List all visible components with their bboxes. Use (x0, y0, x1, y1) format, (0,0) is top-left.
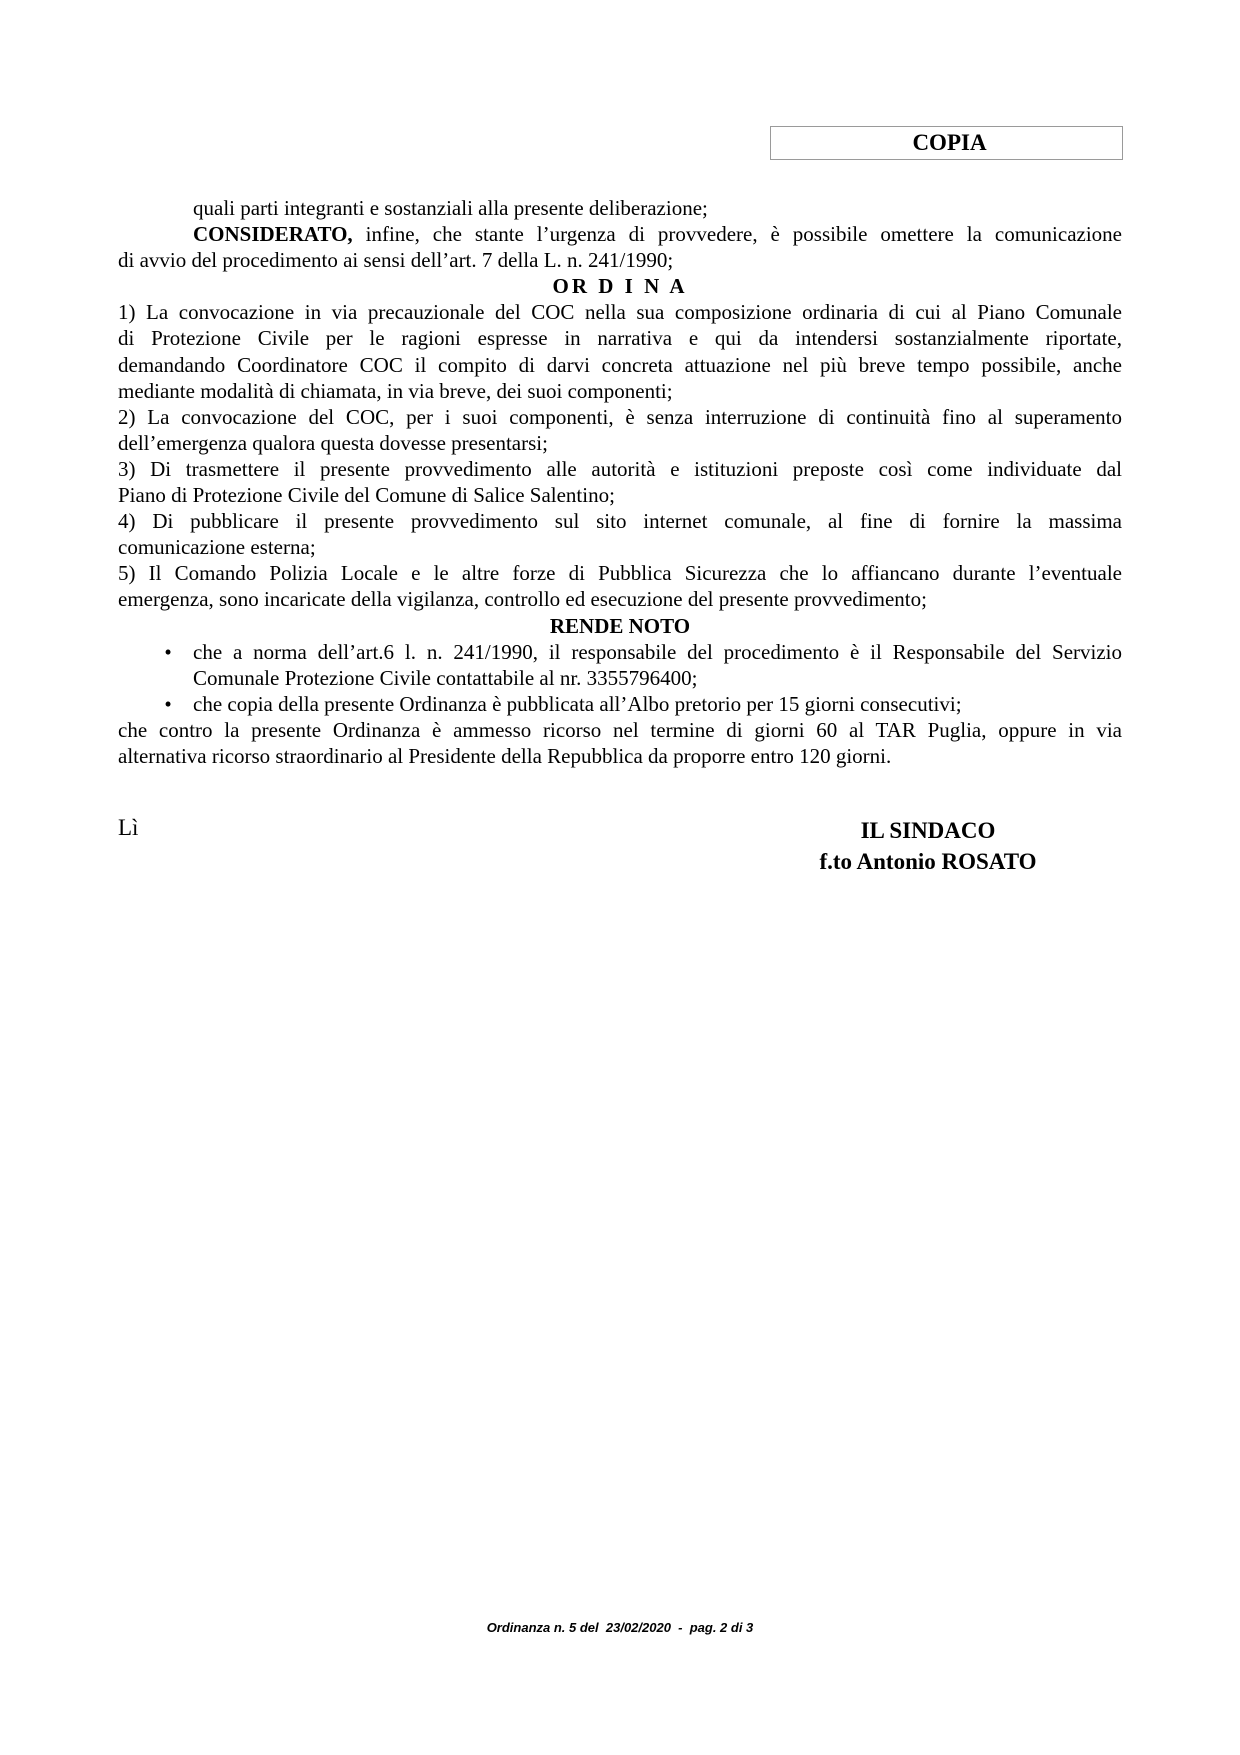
item-1-line-1: 1) La convocazione in via precauzionale del COC nella sua composizione ordinaria di cui al Piano Comunale (118, 300, 1122, 325)
considerato-line-1 (118, 221, 1122, 247)
ordina-item-2 (118, 404, 1122, 456)
ordina-heading: OR D I N A (552, 274, 688, 299)
item-2-line-2: dell’emergenza qualora questa dovesse presentarsi; (118, 430, 548, 455)
closing-paragraph (118, 717, 1122, 769)
ordina-item-3 (118, 456, 1122, 508)
mayor-title: IL SINDACO (860, 818, 996, 843)
rende-noto-bullet-1 (118, 639, 1122, 691)
bullet-icon: • (164, 691, 172, 716)
ordina-item-1 (118, 299, 1122, 403)
considerato-text: infine, che stante l’urgenza di provvedere, è possibile omettere la comunicazione (352, 222, 1122, 247)
bullet-icon: • (164, 639, 172, 664)
item-4-line-1: 4) Di pubblicare il presente provvedimento sul sito internet comunale, al fine di fornire la massima (118, 509, 1122, 534)
document-body (118, 195, 1122, 769)
item-5-line-2: emergenza, sono incaricate della vigilanza, controllo ed esecuzione del presente provvedimento; (118, 587, 927, 612)
rende-noto-heading: RENDE NOTO (549, 613, 691, 638)
copia-stamp-box (770, 126, 1123, 160)
item-5-line-1: 5) Il Comando Polizia Locale e le altre forze di Pubblica Sicurezza che lo affiancano durante l’eventuale (118, 561, 1122, 586)
bullet-2-line-1: che copia della presente Ordinanza è pubblicata all’Albo pretorio per 15 giorni consecutivi; (193, 691, 962, 716)
item-1-line-4: mediante modalità di chiamata, in via breve, dei suoi componenti; (118, 378, 673, 403)
item-2-line-1: 2) La convocazione del COC, per i suoi componenti, è senza interruzione di continuità fino al superamento (118, 404, 1122, 429)
ordina-item-5 (118, 560, 1122, 612)
page-footer (0, 1620, 1240, 1635)
copia-label: COPIA (912, 130, 987, 155)
rende-noto-bullet-2 (118, 691, 1122, 717)
item-1-line-2: di Protezione Civile per le ragioni espresse in narrativa e qui da intendersi sostanzialmente riportate, (118, 326, 1122, 351)
place-label: Lì (118, 815, 139, 840)
intro-line: quali parti integranti e sostanziali alla presente deliberazione; (193, 196, 708, 220)
item-3-line-1: 3) Di trasmettere il presente provvedimento alle autorità e istituzioni preposte così come individuate dal (118, 456, 1122, 481)
considerato-keyword: CONSIDERATO, (193, 222, 353, 247)
considerato-line-2: di avvio del procedimento ai sensi dell’art. 7 della L. n. 241/1990; (118, 248, 674, 273)
bullet-1-line-2: Comunale Protezione Civile contattabile al nr. 3355796400; (193, 665, 698, 690)
ordina-item-4 (118, 508, 1122, 560)
closing-line-2: alternativa ricorso straordinario al Presidente della Repubblica da proporre entro 120 giorni. (118, 743, 892, 768)
mayor-name: f.to Antonio ROSATO (819, 849, 1037, 874)
closing-line-1: che contro la presente Ordinanza è ammesso ricorso nel termine di giorni 60 al TAR Puglia, oppure in via (118, 717, 1122, 742)
bullet-1-line-1: che a norma dell’art.6 l. n. 241/1990, il responsabile del procedimento è il Responsabile del Servizio (193, 639, 1122, 664)
item-1-line-3: demandando Coordinatore COC il compito di darvi concreta attuazione nel più breve tempo possibile, anche (118, 352, 1122, 377)
mayor-signature (773, 815, 1083, 877)
item-3-line-2: Piano di Protezione Civile del Comune di Salice Salentino; (118, 483, 615, 508)
item-4-line-2: comunicazione esterna; (118, 535, 316, 560)
footer-text: Ordinanza n. 5 del 23/02/2020 - pag. 2 di 3 (486, 1620, 754, 1635)
